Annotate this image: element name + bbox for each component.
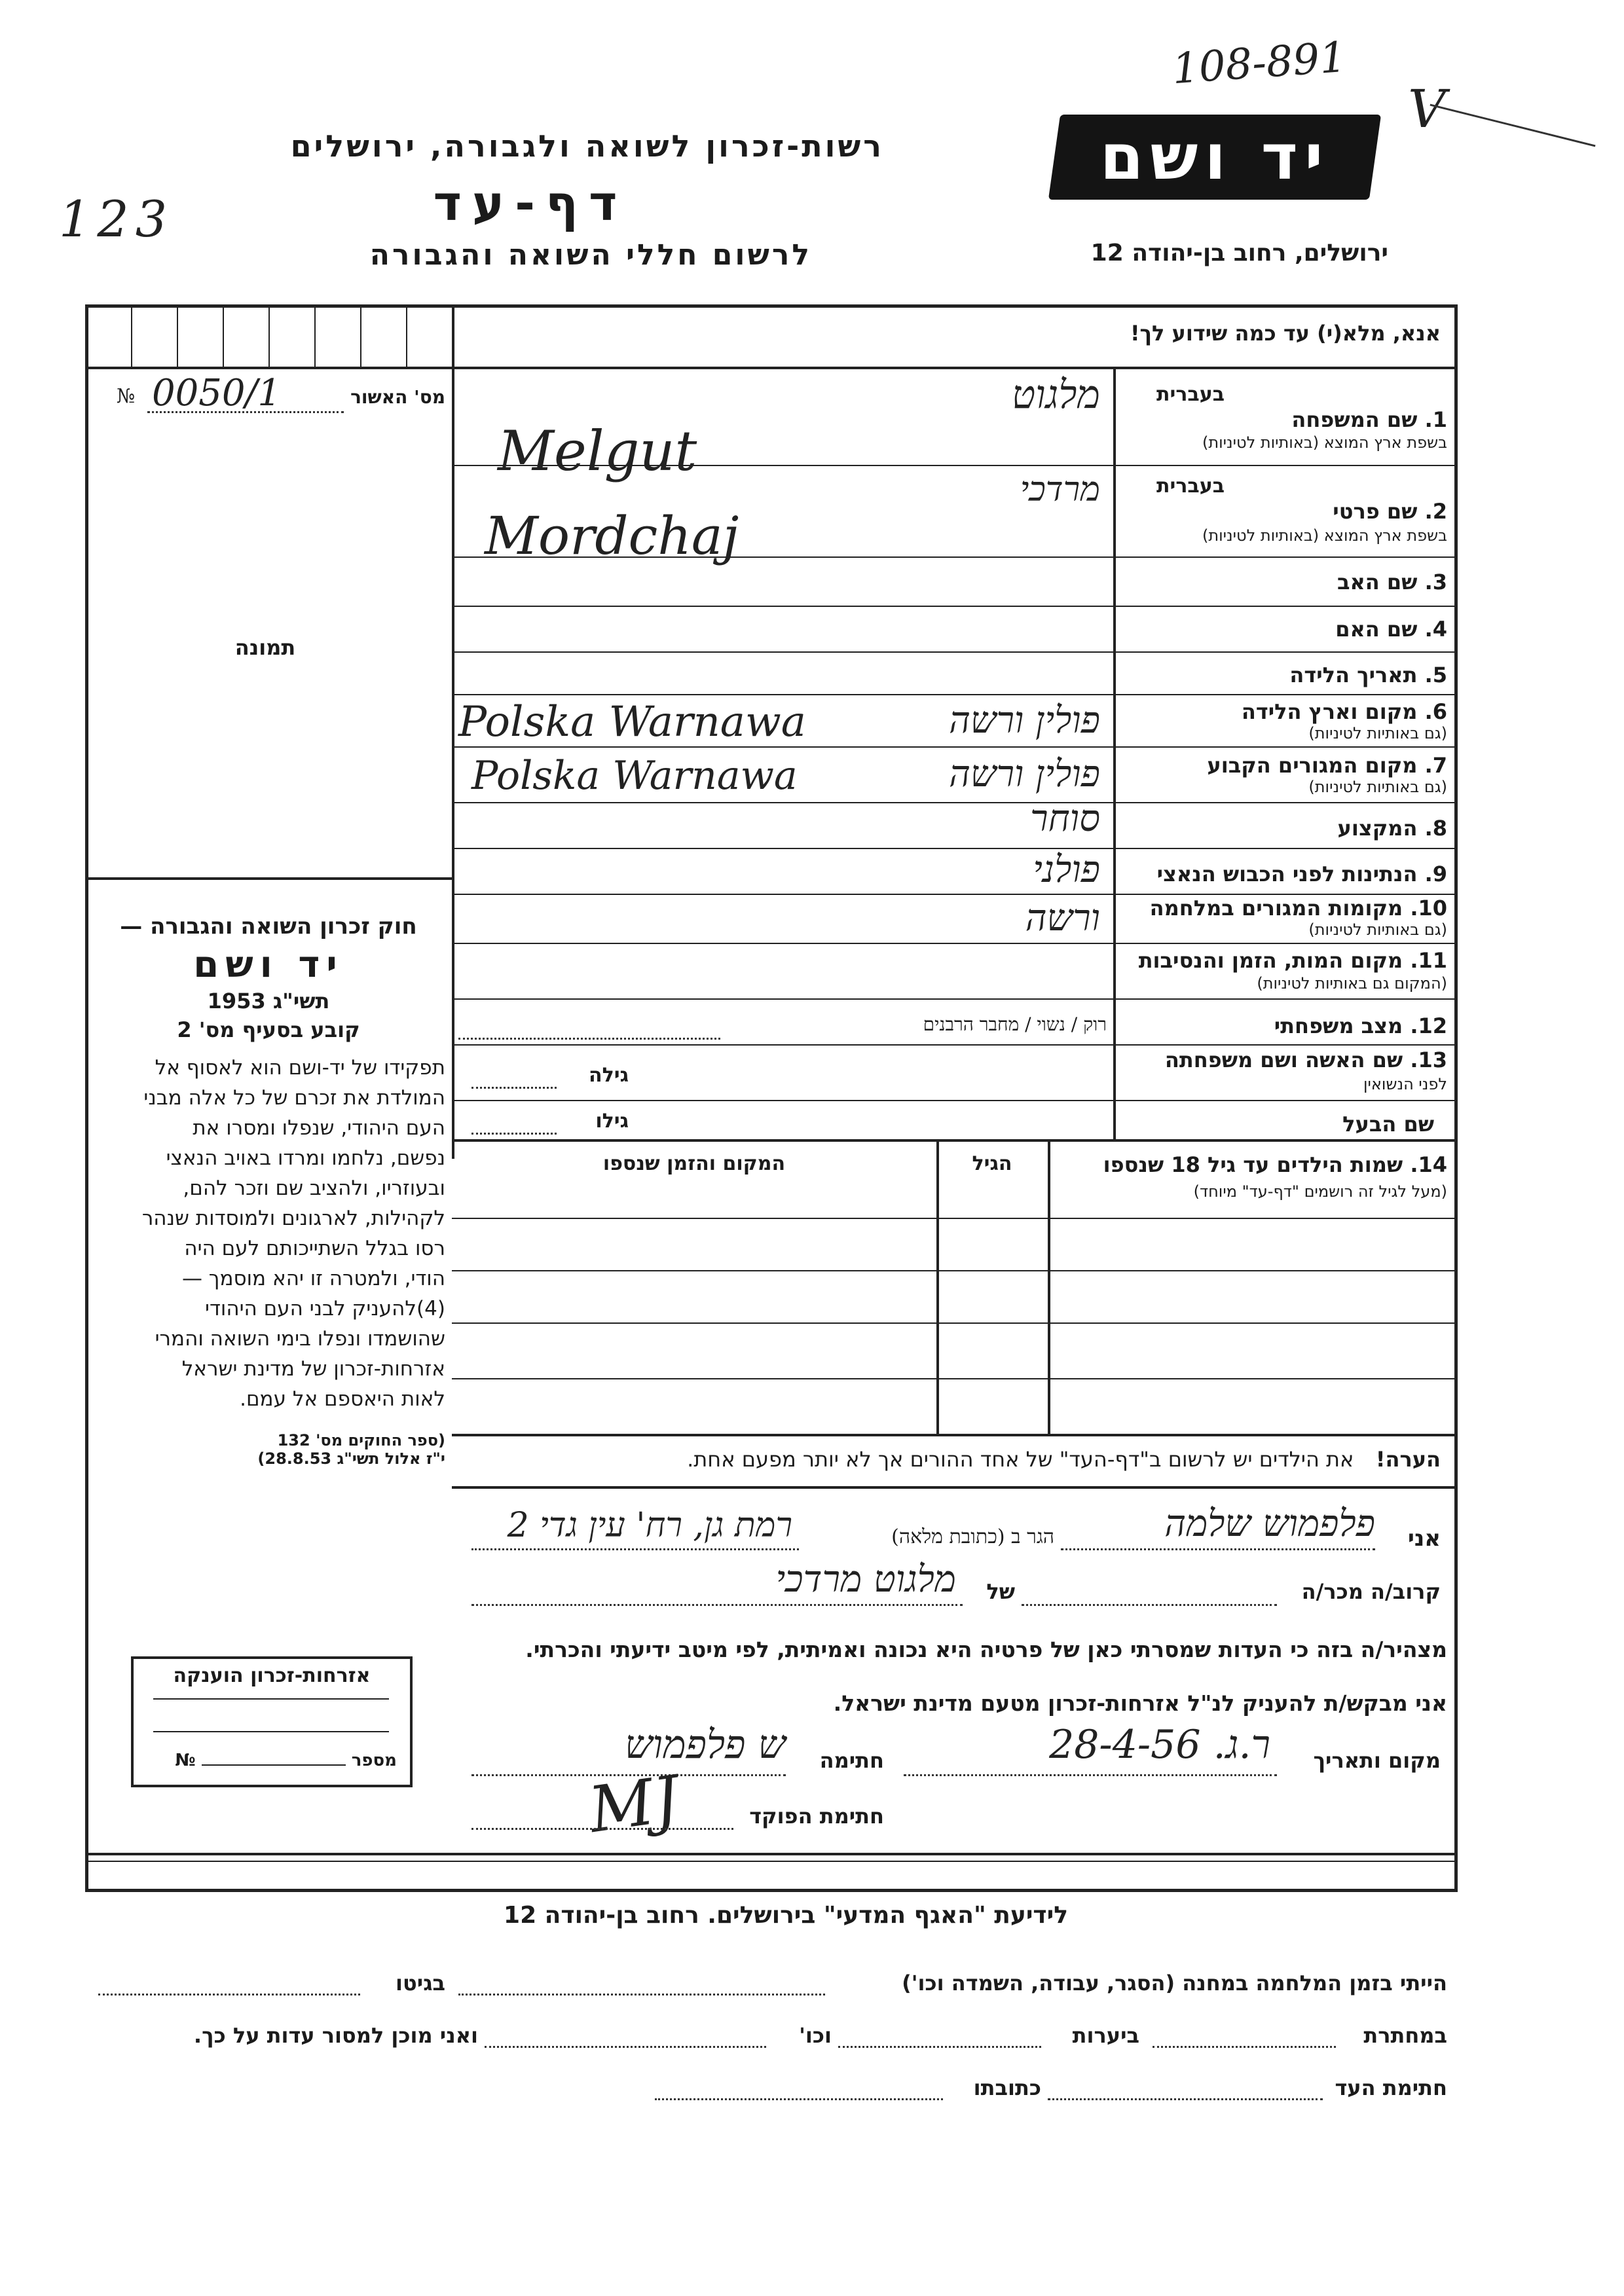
- f1-hebrew-label: בעברית: [1156, 383, 1225, 406]
- citizenship-request: אני מבקש/ת להעניק לנ"ל אזרחות-זכרון מטעם מדינת ישראל.: [833, 1690, 1447, 1716]
- citizenship-box-title: אזרחות-זכרון הוענקה: [173, 1664, 371, 1687]
- row-sep: [452, 694, 1456, 695]
- f14-label: 14. שמות הילדים עד גיל 18 שנספו: [1103, 1152, 1447, 1177]
- corner-scribble: [1430, 104, 1595, 147]
- witness-address-line: [471, 1548, 799, 1550]
- signature-label: חתימה: [819, 1748, 884, 1773]
- law-year-num: 1953: [207, 989, 266, 1013]
- cert-box-sep: [268, 308, 270, 367]
- f1-latin-value: Melgut: [498, 419, 697, 483]
- stamp-number-text: 123: [59, 190, 174, 248]
- f9-value: פולני: [1033, 848, 1100, 891]
- camp-line-fill: [458, 1994, 825, 1995]
- citizenship-number-row: [147, 1751, 397, 1770]
- underground-line: [1153, 2046, 1336, 2048]
- witness-address: רמת גן, רח' עין גדי 2: [507, 1506, 792, 1545]
- law-line: המולדת את זכרם של כל אלה מבני: [143, 1086, 445, 1110]
- law-line: רסו בגלל השתייכותם לעם היה: [184, 1237, 445, 1260]
- f2-latin-value: Mordchaj: [485, 505, 739, 566]
- underground-label: במחתרת: [1363, 2023, 1447, 2048]
- officer-signature-line: [471, 1828, 733, 1830]
- place-date-value: ר.ג. 28-4-56: [1049, 1722, 1270, 1768]
- law-name: יד ושם: [193, 943, 344, 986]
- f1-hebrew-value: מלגוט: [1011, 372, 1100, 418]
- children-row-sep: [452, 1322, 1456, 1324]
- f6-hebrew-value: פולין ורשה: [949, 699, 1100, 742]
- husband-age-line: [471, 1133, 557, 1135]
- camp-line: הייתי בזמן המלחמה במחנה (הסגר, עבודה, השמדה וכו'): [902, 1971, 1447, 1995]
- forests-label: ביערות: [1072, 2023, 1139, 2048]
- bottom-divider-2: [85, 1861, 1458, 1862]
- row-sep: [452, 943, 1456, 944]
- cert-box-sep: [223, 308, 224, 367]
- row-sep: [452, 1100, 1456, 1101]
- logo-text: יד ושם: [1099, 120, 1330, 194]
- children-header-bottom: [452, 1218, 1456, 1219]
- f1-sub: בשפת ארץ המוצא (באותיות לטיניות): [1202, 433, 1447, 452]
- bottom-divider-1: [85, 1853, 1458, 1855]
- citizenship-box-rule-2: [153, 1731, 389, 1732]
- address: ירושלים, רחוב בן-יהודה 12: [1090, 240, 1388, 266]
- cert-number: 0050/1: [152, 372, 282, 414]
- f10-value: ורשה: [1025, 897, 1100, 939]
- age-column-header: הגיל: [972, 1152, 1012, 1175]
- cert-box-sep: [314, 308, 316, 367]
- law-line: (4)להעניק לבני העם היהודי: [205, 1297, 445, 1321]
- left-column-divider: [452, 308, 454, 1159]
- children-col-sep: [936, 1139, 939, 1434]
- officer-signature: MJ: [584, 1762, 684, 1847]
- law-panel: [92, 913, 445, 1468]
- witness-name-line: [1061, 1548, 1375, 1550]
- f12-options: רוק / נשוי / מחבר הרבנים: [923, 1013, 1107, 1035]
- f3-label: 3. שם האב: [1337, 570, 1447, 594]
- f6-label: 6. מקום וארץ הלידה: [1241, 699, 1447, 724]
- f11-sub: (המקום גם באותיות לטיניות): [1257, 974, 1447, 993]
- f4-label: 4. שם האם: [1335, 617, 1447, 642]
- witness-sig-label: חתימת העד: [1335, 2075, 1447, 2100]
- note-label: הערה!: [1375, 1447, 1441, 1472]
- cert-box-sep: [360, 308, 361, 367]
- place-date-line: [904, 1774, 1277, 1776]
- note-text: את הילדים יש לרשום ב"דף-העד" של אחד ההורים אך לא יותר מפעם אחת.: [687, 1447, 1354, 1472]
- note-row-bottom: [452, 367, 1456, 369]
- law-line: שהושמדו ונפלו בימי השואה והמרי: [155, 1327, 445, 1351]
- ghetto-label: בגיטו: [396, 1971, 445, 1995]
- relative-name-line: [471, 1604, 963, 1606]
- law-ref-2: י"ז אלול תשי"ג 28.8.53): [257, 1449, 445, 1468]
- bottom-title: לידיעת "האגף המדעי" בירושלים. רחוב בן-יהודה 12: [504, 1902, 1068, 1929]
- f9-label: 9. הנתינות לפני הכבוש הנאצי: [1156, 862, 1447, 886]
- authority-name: רשות-זכרון לשואה ולגבורה, ירושלים: [290, 128, 884, 164]
- law-body: [92, 1053, 445, 1414]
- husband-label: שם הבעל: [1342, 1112, 1434, 1137]
- archive-number: 108-891: [1170, 33, 1348, 94]
- stamp-number: [59, 190, 174, 248]
- f7-latin-value: Polska Warnawa: [471, 753, 798, 799]
- citizenship-number-label: מספר: [351, 1751, 397, 1770]
- ready-text: ואני מוכן למסור עדות על כך.: [193, 2023, 478, 2048]
- cert-label: מס' האשור: [350, 386, 445, 408]
- husband-age-label: גילו: [595, 1110, 629, 1133]
- f14-sub: (מעל לגיל זה רושמים "דף-עד" מיוחד): [1193, 1182, 1447, 1201]
- f2-hebrew-label: בעברית: [1156, 475, 1225, 498]
- of-label: של: [986, 1579, 1015, 1604]
- place-date-label: מקום ותאריך: [1313, 1748, 1441, 1773]
- cert-box-sep: [177, 308, 178, 367]
- cert-box-sep: [406, 308, 407, 367]
- f6-sub: (גם באותיות לטיניות): [1308, 724, 1447, 742]
- f13-label: 13. שם האשה ושם משפחתה: [1164, 1048, 1447, 1072]
- f10-label: 10. מקומות המגורים במלחמה: [1149, 896, 1447, 920]
- f2-label: 2. שם פרטי: [1333, 499, 1447, 524]
- yad-vashem-logo: [1048, 115, 1381, 200]
- cert-no-symbol: №: [117, 385, 136, 408]
- check-mark: V: [1408, 79, 1446, 139]
- witness-signature: ש פלפמוש: [625, 1722, 786, 1768]
- personal-section-bottom: [452, 1139, 1456, 1142]
- citizenship-box: [131, 1656, 413, 1787]
- f8-label: 8. המקצוע: [1337, 816, 1447, 841]
- law-line: לקהילות, לארגונים ולמוסדות שנהר: [141, 1207, 445, 1230]
- law-line: לאות היאספם אל עמם.: [240, 1387, 445, 1411]
- citizenship-no-symbol: №: [175, 1751, 196, 1770]
- children-col-sep: [1048, 1139, 1050, 1434]
- note-row-bottom-line: [452, 1486, 1456, 1489]
- law-line: הודי, ולמטרה זו יהא מוסמך —: [181, 1267, 445, 1290]
- row-sep: [452, 746, 1456, 748]
- f7-hebrew-value: פולין ורשה: [949, 753, 1100, 795]
- cert-box-sep: [131, 308, 132, 367]
- f2-sub: בשפת ארץ המוצא (באותיות לטיניות): [1202, 526, 1447, 545]
- law-clause: קובע בסעיף מס' 2: [177, 1017, 360, 1042]
- forests-line: [838, 2046, 1041, 2048]
- f5-label: 5. תאריך הלידה: [1289, 663, 1447, 687]
- officer-signature-label: חתימת הפוקד: [749, 1804, 884, 1829]
- cert-number-line: [147, 411, 344, 413]
- relative-label: קרוב/ה מכר/ה: [1301, 1579, 1441, 1604]
- law-year: [92, 989, 445, 1013]
- place-column-header: המקום והזמן שנספו: [602, 1152, 786, 1175]
- f6-latin-value: Polska Warnawa: [458, 698, 806, 746]
- children-row-sep: [452, 1270, 1456, 1271]
- row-sep: [452, 998, 1456, 1000]
- f7-sub: (גם באותיות לטיניות): [1308, 778, 1447, 796]
- labels-divider: [1113, 367, 1116, 1139]
- address-line: [655, 2098, 943, 2100]
- witness-name: פלפמוש שלמה: [1164, 1503, 1375, 1545]
- law-line: העם היהודי, שנפלו ומסרו את: [193, 1116, 445, 1140]
- f11-label: 11. מקום המות, הזמן והנסיבות: [1138, 948, 1447, 973]
- law-title: חוק זכרון השואה והגבורה —: [120, 913, 417, 939]
- law-year-heb: תשי"ג: [272, 989, 330, 1013]
- relative-line: [1022, 1604, 1277, 1606]
- law-line: אזרחות-זכרון של מדינת ישראל: [181, 1357, 445, 1381]
- photo-label: תמונה: [234, 635, 296, 660]
- form-subtitle: לרשום חללי השואה והגבורה: [369, 238, 812, 272]
- law-ref-1: (ספר החוקים מס' 132: [277, 1431, 445, 1449]
- witness-sig-line: [1048, 2098, 1323, 2100]
- citizenship-box-rule: [153, 1698, 389, 1700]
- law-line: תפקידו של יד-ושם הוא לאסוף אל: [155, 1056, 445, 1080]
- law-line: נפשם, נלחמו ומרדו באויב הנאצי: [166, 1146, 445, 1170]
- f2-hebrew-value: מרדכי: [1020, 470, 1100, 509]
- row-sep: [452, 894, 1456, 895]
- f10-sub: (גם באותיות לטיניות): [1308, 920, 1447, 939]
- witness-lives-label: הגר ב (כתובת מלאה): [891, 1525, 1054, 1548]
- row-sep: [452, 606, 1456, 607]
- f12-line: [458, 1038, 720, 1040]
- etc-line: [485, 2046, 766, 2048]
- row-sep: [452, 651, 1456, 653]
- etc-label: וכו': [799, 2023, 832, 2048]
- f1-label: 1. שם המשפחה: [1291, 407, 1447, 432]
- children-table-bottom: [452, 1434, 1456, 1436]
- ghetto-line-fill: [98, 1994, 360, 1995]
- relative-name: מלגוט מרדכי: [775, 1558, 956, 1601]
- law-line: ובעוזריו, ולהציב שם וזכר להם,: [183, 1176, 445, 1200]
- declaration: מצהיר/ה בזה כי העדות שמסרתי כאן של פרטיה היא נכונה ואמיתית, לפי מיטב ידיעתי והכרתי.: [525, 1637, 1447, 1662]
- row-sep: [452, 1044, 1456, 1046]
- wife-age-line: [471, 1087, 557, 1089]
- witness-i-label: אני: [1407, 1525, 1441, 1552]
- address-label: כתובתו: [973, 2075, 1041, 2100]
- f7-label: 7. מקום המגורים הקבוע: [1207, 753, 1447, 778]
- form-title: דף-עד: [433, 175, 628, 232]
- children-row-sep: [452, 1378, 1456, 1379]
- f13-sub: לפני הנשואין: [1363, 1075, 1447, 1093]
- f12-label: 12. מצב משפחתי: [1274, 1013, 1447, 1038]
- note-row: [471, 1447, 1441, 1472]
- wife-age-label: גילה: [589, 1064, 629, 1087]
- f8-value: סוחר: [1030, 797, 1100, 840]
- fill-instruction: אנא, מלא(י) עד כמה שידוע לך!: [1130, 321, 1441, 346]
- left-top-strip-bottom: [88, 367, 452, 369]
- photo-box-bottom: [88, 877, 452, 880]
